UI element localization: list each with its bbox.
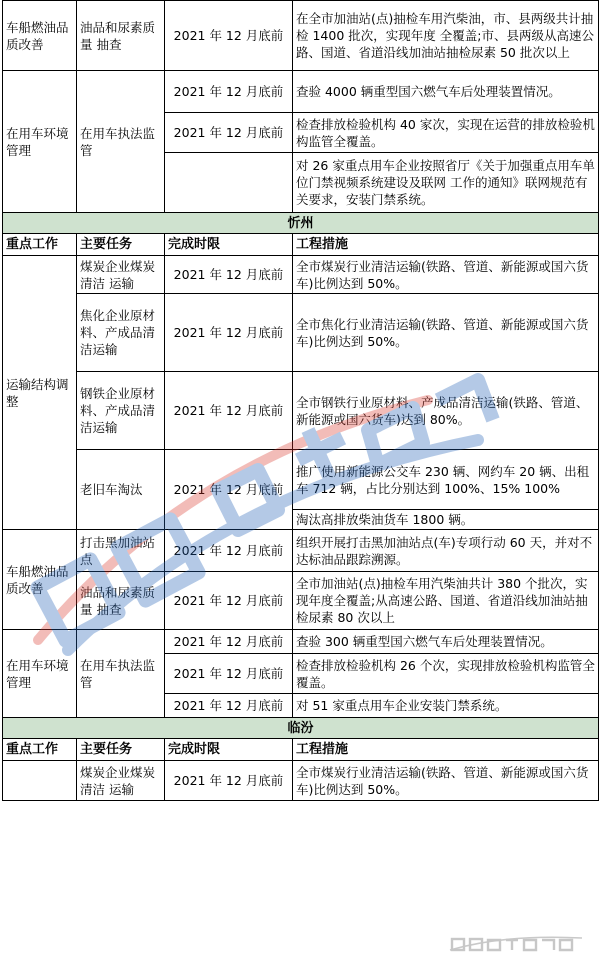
deadline-cell: 2021 年 12 月底前 [165,761,293,801]
watermark-corner [446,932,586,954]
deadline-cell: 2021 年 12 月底前 [165,450,293,530]
main-task-cell: 油品和尿素质量 抽查 [77,572,165,630]
main-task-cell: 在用车执法监管 [77,630,165,718]
measure-cell: 淘汰高排放柴油货车 1800 辆。 [293,510,599,530]
deadline-cell: 2021 年 12 月底前 [165,113,293,153]
deadline-cell: 2021 年 12 月底前 [165,694,293,718]
table-row [3,761,599,801]
measure-cell: 对 51 家重点用车企业安装门禁系统。 [293,694,599,718]
measure-cell: 查验 4000 辆重型国六燃气车后处理装置情况。 [293,71,599,113]
measure-cell: 检查排放检验机构 26 个次，实现排放检验机构监管全覆盖。 [293,654,599,694]
col-header-measures: 工程措施 [293,739,599,761]
table-row [3,450,599,510]
measure-cell: 检查排放检验机构 40 家次，实现在运营的排放检验机构监管全覆盖。 [293,113,599,153]
section-title: 临汾 [3,718,599,739]
watermark-corner-graphic [446,932,586,954]
measure-cell: 查验 300 辆重型国六燃气车后处理装置情况。 [293,630,599,654]
measure-cell: 对 26 家重点用车企业按照省厅《关于加强重点用车单位门禁视频系统建设及联网 工作的通知》联网规范有关要求，安装门禁系统。 [293,153,599,213]
key-work-cell: 车船燃油品质改善 [3,1,77,71]
col-header-key-work: 重点工作 [3,234,77,256]
section-title: 忻州 [3,213,599,234]
deadline-cell: 2021 年 12 月底前 [165,1,293,71]
policy-table [2,0,599,801]
key-work-cell: 在用车环境管理 [3,630,77,718]
deadline-cell: 2021 年 12 月底前 [165,654,293,694]
key-work-cell: 运输结构调整 [3,256,77,530]
table-row [3,256,599,294]
measure-cell: 推广使用新能源公交车 230 辆、网约车 20 辆、出租车 712 辆，占比分别达到 100%、15% 100% [293,450,599,510]
section-header-linfen [3,718,599,739]
col-header-main-task: 主要任务 [77,739,165,761]
table-row [3,530,599,572]
main-task-cell: 打击黑加油站点 [77,530,165,572]
key-work-cell: 车船燃油品质改善 [3,530,77,630]
col-header-measures: 工程措施 [293,234,599,256]
main-task-cell: 老旧车淘汰 [77,450,165,530]
deadline-cell: 2021 年 12 月底前 [165,294,293,372]
measure-cell: 全市焦化行业清洁运输(铁路、管道、新能源或国六货车)比例达到 50%。 [293,294,599,372]
key-work-cell [3,761,77,801]
deadline-cell: 2021 年 12 月底前 [165,71,293,113]
deadline-cell: 2021 年 12 月底前 [165,630,293,654]
measure-cell: 组织开展打击黑加油站点(车)专项行动 60 天，并对不达标油品跟踪溯源。 [293,530,599,572]
measure-cell: 全市钢铁行业原材料、产成品清洁运输(铁路、管道、新能源或国六货车)达到 80%。 [293,372,599,450]
main-task-cell: 在用车执法监管 [77,71,165,213]
column-header-row [3,739,599,761]
section-header-xinzhou [3,213,599,234]
deadline-cell [165,153,293,213]
col-header-main-task: 主要任务 [77,234,165,256]
deadline-cell: 2021 年 12 月底前 [165,572,293,630]
column-header-row [3,234,599,256]
measure-cell: 全市加油站(点)抽检车用汽柴油共计 380 个批次，实现年度全覆盖;从高速公路、国道、省道沿线加油站抽检尿素 80 次以上 [293,572,599,630]
table-row [3,1,599,71]
main-task-cell: 煤炭企业煤炭清洁 运输 [77,256,165,294]
table-row [3,630,599,654]
key-work-cell: 在用车环境管理 [3,71,77,213]
measure-cell: 在全市加油站(点)抽检车用汽柴油，市、县两级共计抽检 1400 批次，实现年度 全覆盖;市、县两级从高速公路、国道、省道沿线加油站抽检尿素 50 批次以上 [293,1,599,71]
col-header-deadline: 完成时限 [165,234,293,256]
table-row [3,572,599,630]
table-row [3,372,599,450]
col-header-key-work: 重点工作 [3,739,77,761]
main-task-cell: 钢铁企业原材料、产成品清洁运输 [77,372,165,450]
measure-cell: 全市煤炭行业清洁运输(铁路、管道、新能源或国六货车)比例达到 50%。 [293,256,599,294]
col-header-deadline: 完成时限 [165,739,293,761]
measure-cell: 全市煤炭行业清洁运输(铁路、管道、新能源或国六货车)比例达到 50%。 [293,761,599,801]
main-task-cell: 焦化企业原材料、产成品清洁运输 [77,294,165,372]
table-row [3,71,599,113]
main-task-cell: 煤炭企业煤炭清洁 运输 [77,761,165,801]
deadline-cell: 2021 年 12 月底前 [165,530,293,572]
main-task-cell: 油品和尿素质量 抽查 [77,1,165,71]
deadline-cell: 2021 年 12 月底前 [165,256,293,294]
deadline-cell: 2021 年 12 月底前 [165,372,293,450]
table-row [3,294,599,372]
